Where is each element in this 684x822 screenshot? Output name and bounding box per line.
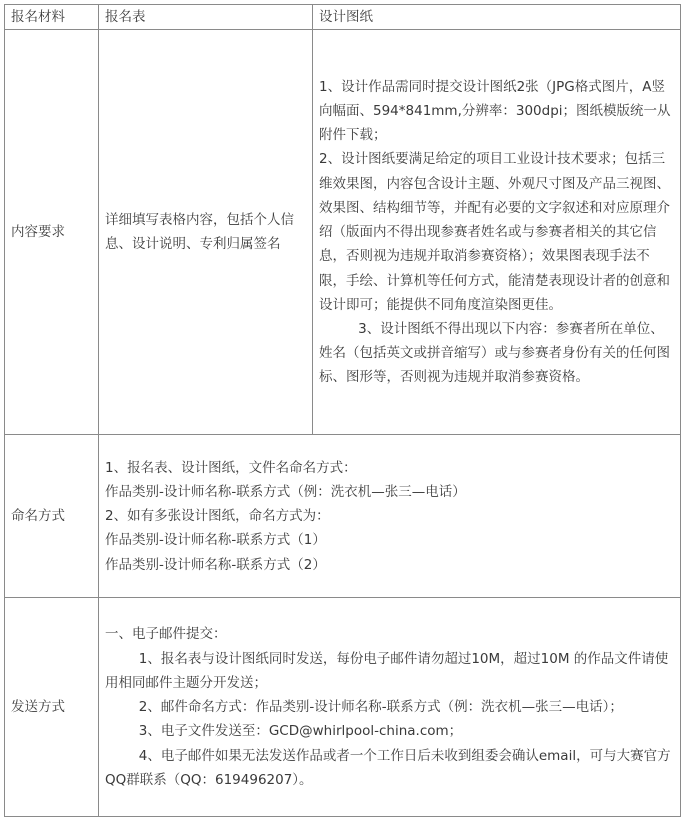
- table-row-naming: [5, 435, 681, 598]
- form-requirements-text: 详细填写表格内容，包括个人信息、设计说明、专利归属签名: [99, 30, 313, 435]
- row-label-content-requirements: 内容要求: [5, 30, 99, 435]
- naming-cell: [99, 435, 681, 598]
- row-label-sending: 发送方式: [5, 598, 99, 817]
- naming-line-5: 作品类别-设计师名称-联系方式（2）: [105, 556, 326, 573]
- table-header-row: [5, 5, 681, 30]
- sending-title: 一、电子邮件提交：: [105, 626, 227, 643]
- header-design-drawings: 设计图纸: [313, 5, 681, 30]
- drawing-requirement-2: 2、设计图纸要满足给定的项目工业设计技术要求；包括三维效果图，内容包含设计主题、外观尺寸图及产品三视图、效果图、结构细节等，并配有必要的文字叙述和对应原理介绍（版面内不得出现参赛者姓名或与参赛者相关的其它信息，否则视为违规并取消参赛资格）；效果图表现手法不限，手绘、计算机等任何方式，能清楚表现设计者的创意和设计即可；能提供不同角度渲染图更佳。: [319, 151, 670, 313]
- naming-line-4: 作品类别-设计师名称-联系方式（1）: [105, 532, 326, 549]
- row-label-naming: 命名方式: [5, 435, 99, 598]
- header-registration-form: 报名表: [99, 5, 313, 30]
- header-materials: 报名材料: [5, 5, 99, 30]
- table-row-content-requirements: [5, 30, 681, 435]
- sending-item-4: 4、电子邮件如果无法发送作品或者一个工作日后未收到组委会确认email，可与大赛官方QQ群联系（QQ：619496207）。: [105, 747, 671, 788]
- sending-item-3: 3、电子文件发送至：GCD@whirlpool-china.com；: [138, 723, 463, 740]
- requirements-table: [4, 4, 681, 817]
- drawing-requirement-3: 3、设计图纸不得出现以下内容：参赛者所在单位、姓名（包括英文或拼音缩写）或与参赛者身份有关的任何图标、图形等，否则视为违规并取消参赛资格。: [319, 320, 670, 386]
- sending-item-1: 1、报名表与设计图纸同时发送，每份电子邮件请勿超过10M，超过10M 的作品文件请使用相同邮件主题分开发送；: [105, 650, 669, 691]
- drawing-requirement-1: 1、设计作品需同时提交设计图纸2张（JPG格式图片，A竖向幅面、594*841mm,分辨率：300dpi；图纸模版统一从附件下载；: [319, 78, 671, 144]
- naming-line-1: 1、报名表、设计图纸，文件名命名方式：: [105, 459, 357, 476]
- table-row-sending: [5, 598, 681, 817]
- drawing-requirements-cell: [313, 30, 681, 435]
- sending-cell: [99, 598, 681, 817]
- naming-line-2: 作品类别-设计师名称-联系方式（例：洗衣机—张三—电话）: [105, 483, 466, 500]
- naming-line-3: 2、如有多张设计图纸，命名方式为：: [105, 508, 330, 525]
- sending-item-2: 2、邮件命名方式：作品类别-设计师名称-联系方式（例：洗衣机—张三—电话）；: [138, 699, 623, 716]
